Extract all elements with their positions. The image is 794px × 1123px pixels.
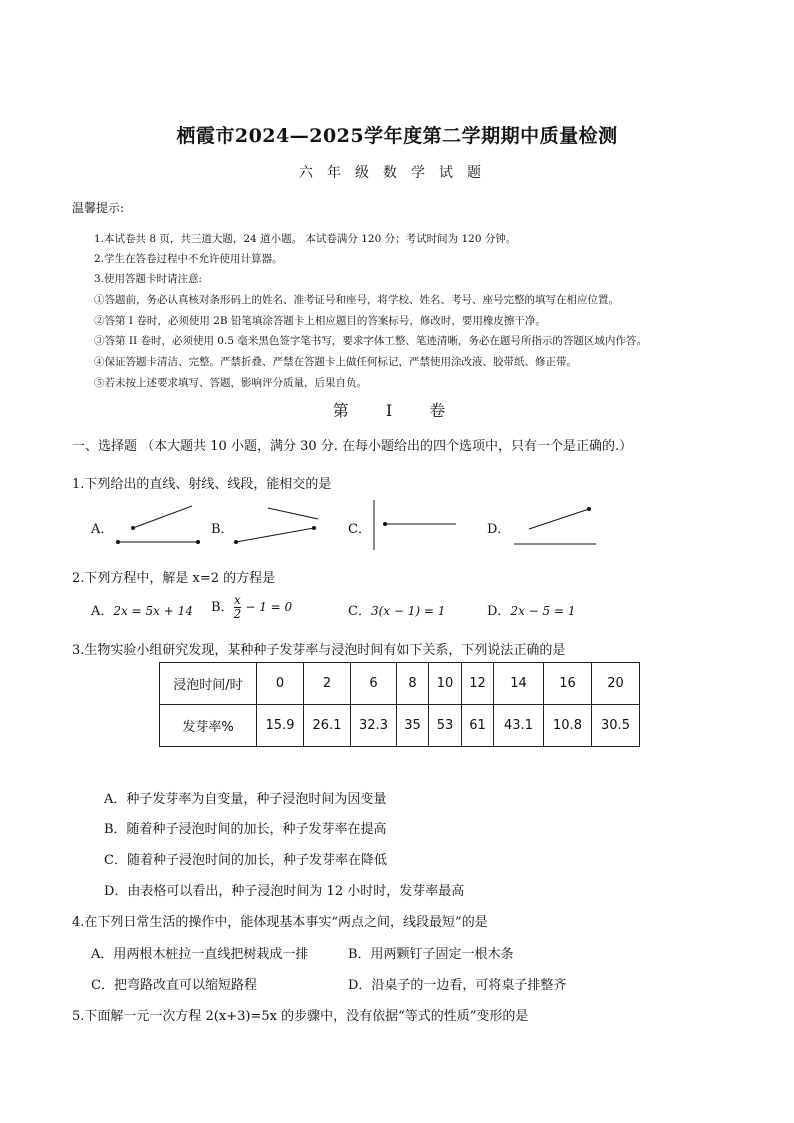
tip-item: ⑤若未按上述要求填写、答题，影响评分质量，后果自负。 — [94, 377, 367, 389]
section-title: 第 I 卷 — [332, 401, 462, 420]
q2-option-c-expr: 3(x − 1) = 1 — [370, 604, 446, 618]
tip-item: 1.本试卷共 8 页，共三道大题，24 道小题。 本试卷满分 120 分；考试时间为 120 分钟。 — [94, 233, 517, 245]
tip-item: ②答第 I 卷时，必须使用 2B 铅笔填涂答题卡上相应题目的答案标号，修改时，要用橡皮擦干净。 — [94, 315, 546, 327]
table-cell: 浸泡时间/时 — [160, 663, 257, 705]
q2-option-c-label: C． — [348, 604, 371, 619]
q2-option-a — [91, 600, 193, 619]
q2-option-a-label: A． — [91, 604, 114, 619]
table-cell: 61 — [462, 705, 494, 747]
table-cell: 35 — [397, 705, 429, 747]
q2-option-b-expr: − 1 = 0 — [245, 600, 293, 614]
q3-option-b: B．随着种子浸泡时间的加长，种子发芽率在提高 — [104, 822, 387, 837]
question-4-stem: 4.在下列日常生活的操作中，能体现基本事实“两点之间，线段最短”的是 — [72, 915, 488, 930]
table-cell: 32.3 — [351, 705, 397, 747]
germination-table — [159, 662, 640, 747]
q1-figure-a — [110, 500, 205, 550]
table-cell: 14 — [494, 663, 544, 705]
q2-option-c — [348, 600, 445, 619]
q2-option-b-numerator: x — [233, 593, 241, 607]
table-cell: 2 — [304, 663, 351, 705]
q3-option-a: A．种子发芽率为自变量，种子浸泡时间为因变量 — [104, 792, 387, 807]
q3-option-c: C．随着种子浸泡时间的加长，种子发芽率在降低 — [104, 853, 387, 868]
q1-figure-b — [228, 500, 328, 550]
table-cell: 发芽率% — [160, 705, 257, 747]
table-cell: 10.8 — [544, 705, 592, 747]
question-5-stem: 5.下面解一元一次方程 2(x+3)=5x 的步骤中，没有依据“等式的性质”变形的是 — [72, 1009, 529, 1024]
q2-option-d — [487, 600, 575, 619]
q1-option-c-label: C． — [348, 522, 371, 537]
question-2-stem: 2.下列方程中，解是 x=2 的方程是 — [72, 571, 276, 586]
table-cell: 16 — [544, 663, 592, 705]
table-cell: 53 — [429, 705, 462, 747]
table-row — [160, 705, 640, 747]
q2-option-b — [211, 594, 292, 621]
table-cell: 15.9 — [257, 705, 304, 747]
page-subtitle: 六年级数学试题 — [299, 165, 495, 181]
tip-item: 3.使用答题卡时请注意: — [94, 273, 203, 285]
q2-option-b-denominator: 2 — [233, 607, 242, 621]
q2-option-b-label: B． — [211, 600, 234, 615]
table-cell: 0 — [257, 663, 304, 705]
question-3-stem: 3.生物实验小组研究发现，某种种子发芽率与浸泡时间有如下关系，下列说法正确的是 — [72, 643, 566, 658]
q4-option-d: D．沿桌子的一边看，可将桌子排整齐 — [348, 978, 567, 993]
tip-item: ④保证答题卡清洁、完整。严禁折叠、严禁在答题卡上做任何标记，严禁使用涂改液、胶带纸、修正带。 — [94, 356, 577, 368]
tip-item: 2.学生在答卷过程中不允许使用计算器。 — [94, 253, 283, 265]
q4-option-c: C．把弯路改直可以缩短路程 — [91, 978, 257, 993]
table-cell: 26.1 — [304, 705, 351, 747]
table-cell: 12 — [462, 663, 494, 705]
q2-option-a-expr: 2x = 5x + 14 — [113, 604, 193, 618]
tip-item: ①答题前，务必认真核对条形码上的姓名、准考证号和座号，将学校、姓名、考号、座号完整的填写在相应位置。 — [94, 294, 619, 306]
q3-option-d: D．由表格可以看出，种子浸泡时间为 12 小时时，发芽率最高 — [104, 884, 465, 899]
table-cell: 30.5 — [592, 705, 640, 747]
page-title: 栖霞市2024—2025学年度第二学期期中质量检测 — [176, 125, 618, 147]
q1-figure-d — [508, 500, 603, 550]
tips-label: 温馨提示: — [72, 201, 125, 215]
table-cell: 10 — [429, 663, 462, 705]
q2-option-d-expr: 2x − 5 = 1 — [510, 604, 576, 618]
q1-option-a-label: A． — [91, 522, 114, 537]
tip-item: ③答第 II 卷时，必须使用 0.5 毫米黑色签字笔书写，要求字体工整、笔迹清晰，务必在题号所指示的答题区域内作答。 — [94, 335, 647, 347]
table-cell: 43.1 — [494, 705, 544, 747]
q4-option-b: B．用两颗钉子固定一根木条 — [348, 947, 514, 962]
question-1-stem: 1.下列给出的直线、射线、线段，能相交的是 — [72, 477, 332, 492]
table-row — [160, 663, 640, 705]
q1-figure-c — [366, 498, 466, 552]
q1-option-b-label: B． — [211, 522, 234, 537]
part-heading: 一、选择题 （本大题共 10 小题，满分 30 分. 在每小题给出的四个选项中，只有一个是正确的.） — [72, 439, 633, 454]
q4-option-a: A．用两根木桩拉一直线把树栽成一排 — [91, 947, 309, 962]
table-cell: 20 — [592, 663, 640, 705]
table-cell: 6 — [351, 663, 397, 705]
q1-option-d-label: D． — [487, 522, 511, 537]
table-cell: 8 — [397, 663, 429, 705]
q2-option-d-label: D． — [487, 604, 511, 619]
q2-option-b-fraction — [234, 594, 242, 621]
